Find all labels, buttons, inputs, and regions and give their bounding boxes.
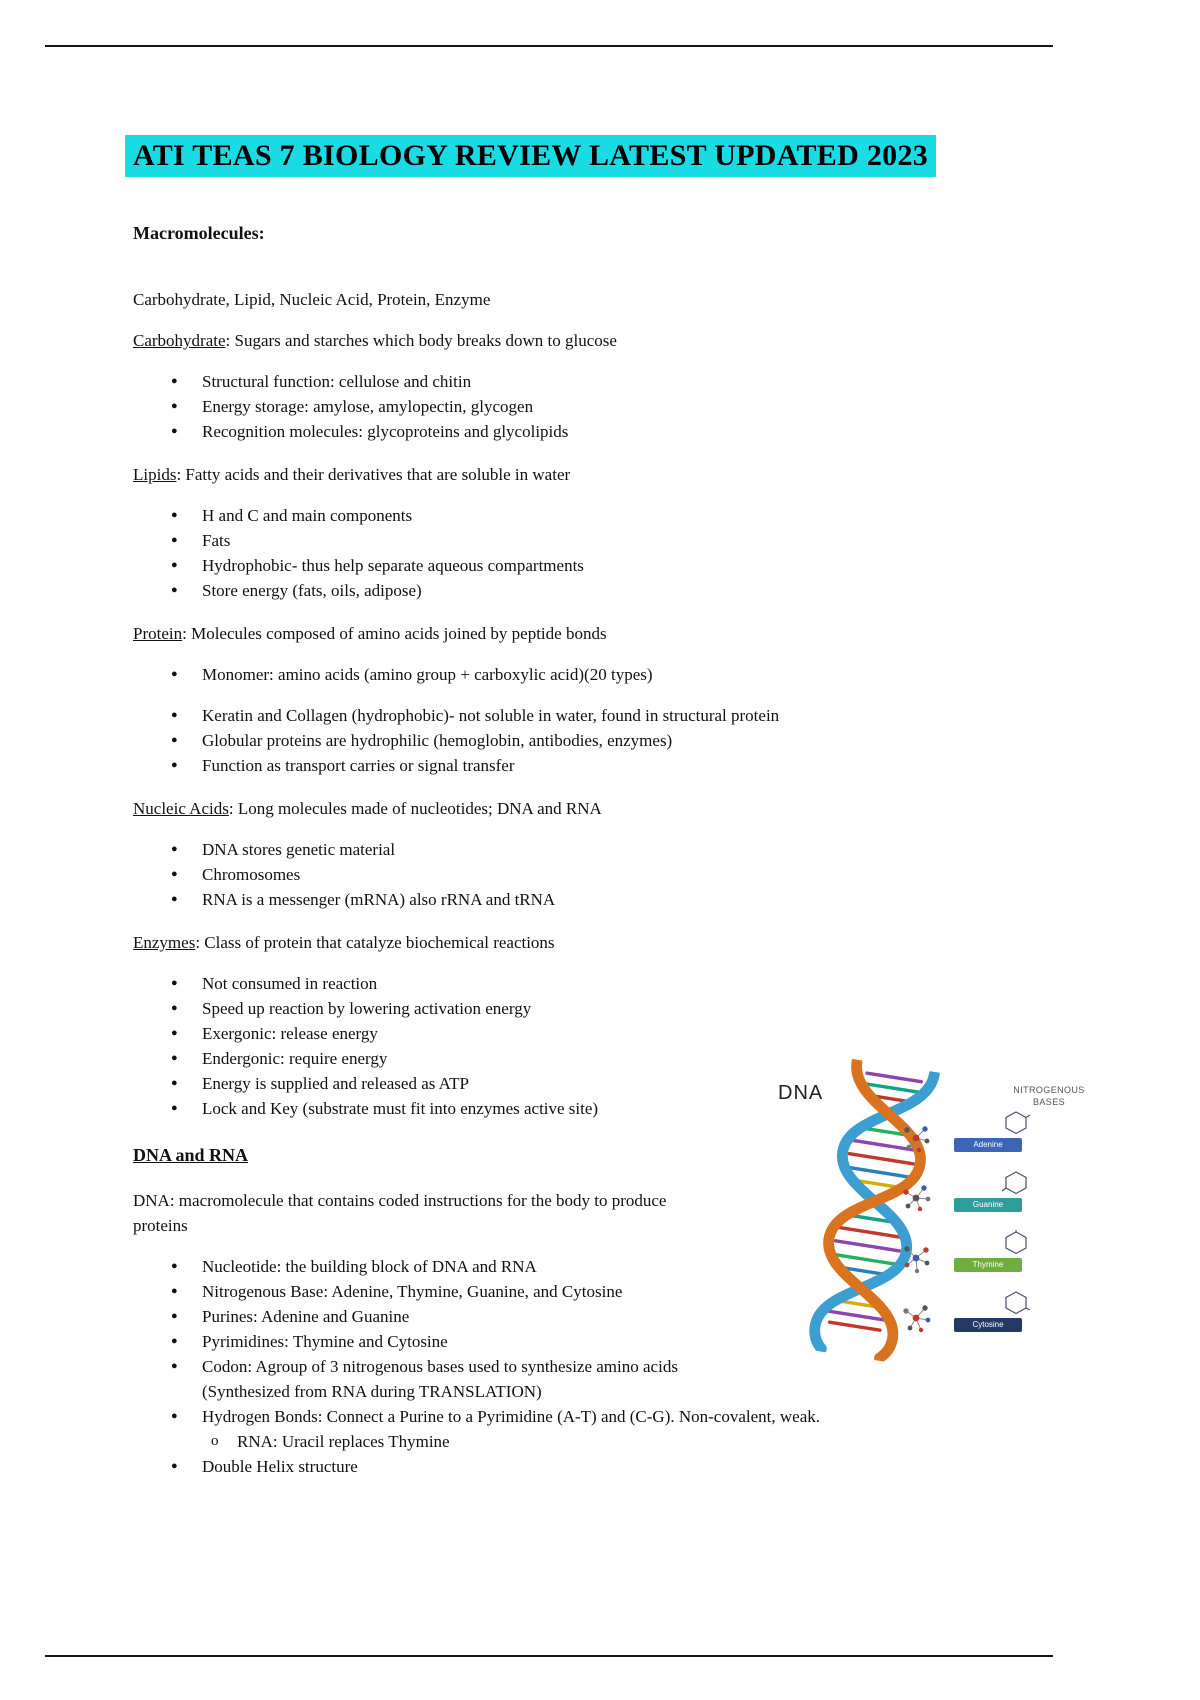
base-row-cytosine [898, 1292, 1098, 1350]
bottom-rule [45, 1655, 1053, 1657]
bullet-icon: ● [171, 1310, 178, 1322]
dna-rna-heading: DNA and RNA [133, 1145, 249, 1165]
carbohydrate-definition [133, 328, 1010, 353]
page-title: ATI TEAS 7 BIOLOGY REVIEW LATEST UPDATED 2023 [125, 135, 936, 177]
bullet-item [171, 503, 1010, 528]
bullet-text: Energy is supplied and released as ATP [202, 1074, 469, 1093]
protein-term: Protein [133, 624, 183, 643]
structure-icon [1002, 1110, 1030, 1136]
protein-definition-text: : Molecules composed of amino acids joined by peptide bonds [182, 624, 607, 643]
bullet-text: Fats [202, 531, 231, 550]
enzymes-definition [133, 930, 1010, 955]
nucleic-acids-definition [133, 796, 1010, 821]
bullet-item [171, 703, 1010, 728]
base-row-guanine [898, 1172, 1098, 1230]
bullet-icon: ● [171, 1002, 178, 1014]
bullet-item [171, 578, 1010, 603]
bullet-item [171, 419, 1010, 444]
bullet-text: Nitrogenous Base: Adenine, Thymine, Guanine, and Cytosine [202, 1282, 623, 1301]
bullet-item [171, 1021, 1010, 1046]
bullet-text: RNA is a messenger (mRNA) also rRNA and tRNA [202, 890, 556, 909]
nitrogenous-bases-label: NITROGENOUS BASES [1013, 1085, 1085, 1108]
bullet-text: Purines: Adenine and Guanine [202, 1307, 410, 1326]
bullet-icon: ● [171, 1460, 178, 1472]
bullet-item [171, 394, 1010, 419]
bullet-icon: ● [171, 668, 178, 680]
bullet-item [171, 1404, 1010, 1429]
bullet-text: Energy storage: amylose, amylopectin, glycogen [202, 397, 534, 416]
bullet-item [211, 1429, 1010, 1454]
macromolecules-heading: Macromolecules: [133, 223, 265, 243]
bullet-item [171, 753, 1010, 778]
dna-figure-label: DNA [778, 1082, 824, 1104]
bullet-text: Nucleotide: the building block of DNA and RNA [202, 1257, 537, 1276]
bullet-item [171, 369, 1010, 394]
base-label-badge: Guanine [954, 1198, 1022, 1212]
bullet-text: Recognition molecules: glycoproteins and glycolipids [202, 422, 569, 441]
bullet-item [171, 528, 1010, 553]
lipids-definition [133, 462, 1010, 487]
base-row-thymine [898, 1232, 1098, 1290]
bullet-icon: ● [171, 1360, 178, 1372]
molecule-icon [898, 1240, 934, 1276]
bullet-text: Pyrimidines: Thymine and Cytosine [202, 1332, 448, 1351]
bullet-item [171, 662, 1010, 687]
bullet-icon: ● [171, 868, 178, 880]
nucleic-acids-bullet-list [133, 837, 1010, 912]
bullet-item [171, 971, 1010, 996]
bullet-icon: ● [171, 509, 178, 521]
bullet-icon: ● [171, 734, 178, 746]
bullet-item [171, 996, 1010, 1021]
carbohydrate-term: Carbohydrate [133, 331, 226, 350]
bullet-text: Exergonic: release energy [202, 1024, 378, 1043]
bullet-text: Lock and Key (substrate must fit into enzymes active site) [202, 1099, 599, 1118]
bullet-item [171, 728, 1010, 753]
bullet-text: Endergonic: require energy [202, 1049, 388, 1068]
bullet-icon: ● [171, 534, 178, 546]
carbohydrate-bullet-list [133, 369, 1010, 444]
base-label-badge: Thymine [954, 1258, 1022, 1272]
bullet-icon: ● [171, 400, 178, 412]
molecule-icon [898, 1120, 934, 1156]
protein-bullet-list [133, 662, 1010, 778]
bullet-icon: ● [171, 759, 178, 771]
bullet-icon: ● [171, 1052, 178, 1064]
bullet-item [171, 1454, 1010, 1479]
bullet-icon: ● [171, 1410, 178, 1422]
bullet-text: Chromosomes [202, 865, 301, 884]
base-label-badge: Adenine [954, 1138, 1022, 1152]
nucleic-acids-definition-text: : Long molecules made of nucleotides; DNA and RNA [228, 799, 602, 818]
bullet-text: Function as transport carries or signal transfer [202, 756, 515, 775]
bullet-text: Hydrogen Bonds: Connect a Purine to a Pyrimidine (A-T) and (C-G). Non-covalent, weak. [202, 1407, 820, 1426]
bullet-item [171, 862, 1010, 887]
enzymes-term: Enzymes [133, 933, 196, 952]
bullet-text: Codon: Agroup of 3 nitrogenous bases used to synthesize amino acids (Synthesized from RNA during TRANSLATION) [202, 1357, 678, 1401]
bullet-item [171, 887, 1010, 912]
lipids-definition-text: : Fatty acids and their derivatives that are soluble in water [176, 465, 571, 484]
bullet-text: Speed up reaction by lowering activation energy [202, 999, 532, 1018]
bullet-icon: ● [171, 1102, 178, 1114]
bullet-text: Not consumed in reaction [202, 974, 378, 993]
enzymes-definition-text: : Class of protein that catalyze biochemical reactions [195, 933, 555, 952]
bullet-item [171, 837, 1010, 862]
protein-definition [133, 621, 1010, 646]
bullet-text: Structural function: cellulose and chitin [202, 372, 472, 391]
bullet-text: Hydrophobic- thus help separate aqueous compartments [202, 556, 584, 575]
carbohydrate-definition-text: : Sugars and starches which body breaks down to glucose [225, 331, 617, 350]
bullet-icon: ● [171, 375, 178, 387]
bullet-icon: ● [171, 1260, 178, 1272]
structure-icon [1002, 1290, 1030, 1316]
bullet-text: Monomer: amino acids (amino group + carboxylic acid)(20 types) [202, 665, 653, 684]
sub-bullet-icon: o [211, 1433, 219, 1449]
bullet-text: Keratin and Collagen (hydrophobic)- not soluble in water, found in structural protein [202, 706, 780, 725]
dna-intro-paragraph: DNA: macromolecule that contains coded instructions for the body to produce proteins [133, 1191, 667, 1235]
base-label-badge: Cytosine [954, 1318, 1022, 1332]
dna-figure [770, 1062, 1100, 1364]
bullet-icon: ● [171, 584, 178, 596]
bullet-icon: ● [171, 843, 178, 855]
lipids-bullet-list [133, 503, 1010, 603]
molecule-icon [898, 1300, 934, 1336]
bullet-text: Double Helix structure [202, 1457, 358, 1476]
bullet-icon: ● [171, 559, 178, 571]
bullet-icon: ● [171, 1285, 178, 1297]
bullet-item [171, 553, 1010, 578]
bullet-icon: ● [171, 977, 178, 989]
bullet-icon: ● [171, 709, 178, 721]
lipids-term: Lipids [133, 465, 177, 484]
bullet-icon: ● [171, 1335, 178, 1347]
structure-icon [1002, 1230, 1030, 1256]
base-row-adenine [898, 1112, 1098, 1170]
top-rule [45, 45, 1053, 47]
macromolecules-list-line: Carbohydrate, Lipid, Nucleic Acid, Protein, Enzyme [133, 290, 491, 309]
bullet-icon: ● [171, 893, 178, 905]
bullet-text: Globular proteins are hydrophilic (hemoglobin, antibodies, enzymes) [202, 731, 673, 750]
bullet-text: DNA stores genetic material [202, 840, 396, 859]
nucleic-acids-term: Nucleic Acids [133, 799, 229, 818]
bullet-icon: ● [171, 425, 178, 437]
structure-icon [1002, 1170, 1030, 1196]
bullet-icon: ● [171, 1027, 178, 1039]
bullet-text: H and C and main components [202, 506, 413, 525]
bullet-text: RNA: Uracil replaces Thymine [237, 1432, 450, 1451]
bullet-text: Store energy (fats, oils, adipose) [202, 581, 422, 600]
bullet-icon: ● [171, 1077, 178, 1089]
molecule-icon [898, 1180, 934, 1216]
